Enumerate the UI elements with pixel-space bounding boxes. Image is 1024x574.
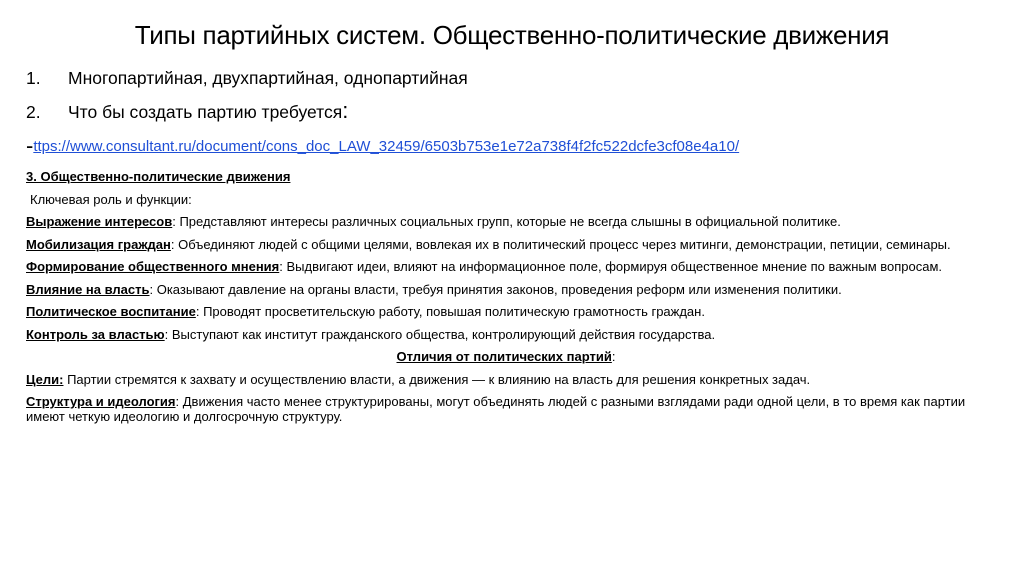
- list-item-colon: :: [342, 98, 349, 123]
- section-heading: 3. Общественно-политические движения: [26, 169, 291, 184]
- difference-description: Партии стремятся к захвату и осуществлению власти, а движения — к влиянию на власть для решения конкретных задач.: [63, 371, 811, 387]
- function-item: [26, 215, 986, 230]
- function-item: [26, 238, 986, 253]
- list-item-number: 2.: [26, 102, 41, 122]
- content-body: [26, 170, 986, 424]
- function-item: [26, 305, 986, 320]
- list-item-text: [68, 98, 986, 124]
- function-item: [26, 260, 986, 275]
- differences-heading-colon: :: [611, 349, 616, 364]
- list-item: [26, 68, 986, 98]
- function-term: Мобилизация граждан: [26, 236, 171, 252]
- function-description: : Проводят просветительскую работу, повышая политическую грамотность граждан.: [195, 304, 705, 319]
- reference-link-row: [26, 134, 1006, 159]
- list-item: [26, 98, 986, 128]
- function-description: : Оказывают давление на органы власти, требуя принятия законов, проведения реформ или изменения политики.: [149, 281, 842, 297]
- function-term: Контроль за властью: [26, 326, 165, 342]
- list-item-text-main: Что бы создать партию требуется: [68, 102, 343, 122]
- function-description: : Выдвигают идеи, влияют на информационное поле, формируя общественное мнение по важным вопросам.: [279, 259, 943, 274]
- function-item: [26, 283, 986, 298]
- function-term: Политическое воспитание: [26, 304, 196, 319]
- numbered-list: [26, 68, 986, 128]
- list-item-text: Многопартийная, двухпартийная, однопартийная: [68, 68, 468, 88]
- function-description: : Выступают как институт гражданского общества, контролирующий действия государства.: [164, 326, 716, 342]
- function-term: Выражение интересов: [26, 214, 173, 229]
- slide-title: Типы партийных систем. Общественно-политические движения: [134, 20, 890, 50]
- function-item: [26, 328, 986, 343]
- link-prefix-dash: -: [26, 133, 34, 158]
- differences-heading-term: Отличия от политических партий: [396, 349, 612, 364]
- difference-item: [26, 373, 986, 388]
- difference-description: : Движения часто менее структурированы, могут объединять людей с разными взглядами ради одной цели, в то время как партии имеют четкую идеологию и долгосрочную структуру.: [26, 394, 966, 424]
- difference-item: [26, 395, 986, 424]
- difference-term: Цели:: [26, 371, 64, 387]
- differences-heading: [26, 350, 986, 365]
- function-description: : Объединяют людей с общими целями, вовлекая их в политический процесс через митинги, демонстрации, петиции, семинары.: [170, 236, 951, 252]
- function-term: Влияние на власть: [26, 281, 150, 297]
- reference-link[interactable]: ttps://www.consultant.ru/document/cons_doc_LAW_32459/6503b753e1e72a738f4f2fc522dcfe3cf08e4a10/: [33, 138, 740, 155]
- list-item-number: 1.: [26, 68, 41, 88]
- intro-text: Ключевая роль и функции:: [30, 191, 192, 207]
- function-description: : Представляют интересы различных социальных групп, которые не всегда слышны в официальной политике.: [172, 214, 841, 229]
- difference-term: Структура и идеология: [26, 394, 176, 409]
- function-term: Формирование общественного мнения: [26, 259, 280, 274]
